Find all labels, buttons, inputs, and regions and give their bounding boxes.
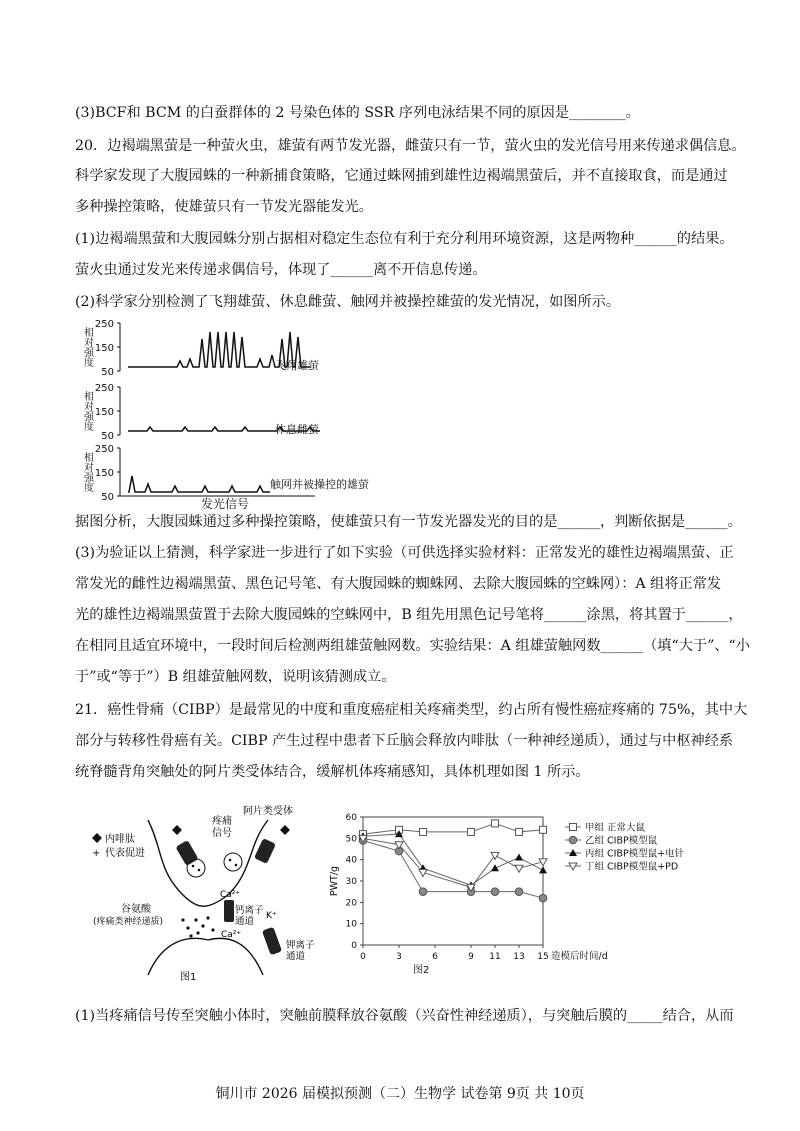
data-point — [539, 894, 547, 902]
glutamate-label: 谷氨酸 — [121, 904, 151, 915]
figure-2-chart — [325, 805, 715, 990]
text-line: 统脊髓背角突触处的阿片类受体结合，缓解机体疼痛感知，具体机理如图 1 所示。 — [75, 764, 590, 780]
text-line: 常发光的雌性边褐端黑萤、黑色记号笔、有大腹园蛛的蜘蛛网、去除大腹园蛛的空蛛网）：A 组将正常发 — [75, 576, 722, 592]
x-tick-label: 15 — [537, 952, 549, 962]
glow-y-label: 相对强度 — [81, 452, 93, 492]
text-line: (3)为验证以上猜测，科学家进一步进行了如下实验（可供选择实验材料：正常发光的雄性边褐端黑萤、正 — [75, 545, 734, 561]
y-tick-label: 50 — [345, 834, 357, 845]
y-tick-label: 60 — [345, 813, 357, 823]
data-point — [420, 828, 427, 835]
glow-tick-label: 150 — [94, 407, 114, 418]
figure-1-caption: 图1 — [180, 972, 197, 983]
glow-tick-label: 250 — [94, 319, 114, 330]
figure-1-synapse — [88, 800, 328, 1000]
glow-figure — [75, 315, 369, 511]
data-point — [419, 888, 427, 896]
svg-text:+: + — [92, 848, 101, 859]
glow-tick-label: 250 — [94, 444, 114, 455]
glow-tick-label: 50 — [101, 367, 114, 378]
legend-label: 丙组 CIBP模型鼠+电针 — [585, 848, 685, 860]
data-point — [515, 865, 523, 872]
opioid-receptor-label: 阿片类受体 — [243, 806, 293, 817]
chart-title: 图2 — [413, 965, 430, 976]
text-line: (1)边褐端黑萤和大腹园蛛分别占据相对稳定生态位有利于充分利用环境资源，这是两物种______的结果。 — [75, 231, 734, 247]
data-point — [515, 888, 523, 896]
text-line: 据图分析，大腹园蛛通过多种操控策略，使雄萤只有一节发光器发光的目的是______，判断依据是______。 — [75, 514, 742, 530]
glutamate-note: (疼痛类神经递质) — [93, 917, 164, 927]
glow-tick-label: 50 — [101, 492, 114, 503]
y-axis-label: PWT/g — [329, 865, 340, 897]
ca-label-lower: Ca²⁺ — [221, 930, 242, 940]
x-tick-label: 11 — [489, 952, 501, 962]
glow-y-label: 相对强度 — [81, 327, 93, 367]
text-line: (1)当疼痛信号传至突触小体时，突触前膜释放谷氨酸（兴奋性神经递质），与突触后膜的_____结合，从而 — [75, 1008, 734, 1024]
glow-tick-label: 250 — [94, 383, 114, 394]
legend-label: 甲组 正常大鼠 — [585, 822, 646, 834]
data-point — [468, 828, 475, 835]
text-line: 部分与转移性骨癌有关。CIBP 产生过程中患者下丘脑会释放内啡肽（一种神经递质），通过与中枢神经系 — [75, 733, 734, 749]
data-point — [491, 888, 499, 896]
x-tick-label: 6 — [432, 952, 438, 962]
y-tick-label: 20 — [345, 898, 357, 909]
text-line: 多种操控策略，使雄萤只有一节发光器能发光。 — [75, 199, 373, 215]
glow-tick-label: 150 — [94, 468, 114, 479]
text-line: (2)科学家分别检测了飞翔雄萤、休息雌萤、触网并被操控雄萤的发光情况，如图所示。 — [75, 294, 621, 310]
legend-promote: 代表促进 — [105, 848, 145, 859]
glow-panel-label: 触网并被操控的雄萤 — [270, 478, 369, 491]
data-point — [492, 820, 499, 827]
y-tick-label: 40 — [345, 855, 357, 866]
series-line — [363, 838, 543, 887]
data-point — [540, 826, 547, 833]
text-line: 科学家发现了大腹园蛛的一种新捕食策略，它通过蛛网捕到雄性边褐端黑萤后，并不直接取食，而是通过 — [75, 168, 728, 184]
glow-x-label: 发光信号 — [200, 497, 250, 511]
k-channel-label: 钾离子通道 — [286, 940, 315, 962]
pain-signal-label: 疼痛信号 — [212, 816, 232, 839]
text-line: 光的雄性边褐端黑萤置于去除大腹园蛛的空蛛网中，B 组先用黑色记号笔将______涂黑，将其置于______， — [75, 607, 743, 623]
text-line: (3)BCF和 BCM 的白蚕群体的 2 号染色体的 SSR 序列电泳结果不同的原因是________。 — [75, 105, 640, 121]
ca-label: Ca²⁺ — [220, 890, 241, 900]
legend-endorphin: 内啡肽 — [105, 834, 135, 845]
y-tick-label: 30 — [345, 877, 357, 887]
text-line: 在相同且适宜环境中，一段时间后检测两组雄萤触网数。实验结果：A 组雄萤触网数______（填“大于”、“小 — [75, 638, 750, 654]
x-axis-label: 造模后时间/d — [551, 951, 608, 962]
glow-tick-label: 50 — [101, 431, 114, 442]
page-footer: 铜川市 2026 届模拟预测（二）生物学 试卷第 9页 共 10页 — [215, 1086, 585, 1102]
x-tick-label: 0 — [360, 952, 366, 962]
x-tick-label: 13 — [513, 952, 525, 962]
chart-frame — [363, 817, 543, 945]
glow-tick-label: 150 — [94, 343, 114, 354]
x-tick-label: 3 — [396, 952, 402, 962]
data-point — [515, 854, 523, 861]
legend-label: 丁组 CIBP模型鼠+PD — [585, 861, 679, 873]
y-tick-label: 10 — [345, 919, 357, 930]
question-20: 20．边褐端黑萤是一种萤火虫，雄萤有两节发光器，雌萤只有一节，萤火虫的发光信号用来传递求偶信息。 — [75, 138, 746, 154]
k-label: K⁺ — [266, 911, 277, 921]
ca-channel-label: 钙离子通道 — [235, 905, 264, 927]
legend-label: 乙组 CIBP模型鼠 — [585, 835, 658, 847]
y-tick-label: 0 — [351, 941, 357, 951]
data-point — [516, 828, 523, 835]
data-point — [569, 836, 577, 844]
data-point — [539, 866, 547, 873]
text-line: 于”或“等于”）B 组雄萤触网数，说明该猜测成立。 — [75, 669, 396, 685]
data-point — [491, 864, 499, 871]
glow-panel-label: 飞翔雄萤 — [275, 359, 319, 372]
question-21: 21．癌性骨痛（CIBP）是最常见的中度和重度癌症相关疼痛类型，约占所有慢性癌症疼痛的 75%，其中大 — [75, 702, 748, 718]
glow-trace — [128, 476, 270, 492]
glow-panel-label: 休息雌萤 — [275, 423, 319, 436]
data-point — [570, 824, 577, 831]
x-tick-label: 9 — [468, 952, 474, 962]
text-line: 萤火虫通过发光来传递求偶信号，体现了______离不开信息传递。 — [75, 262, 487, 278]
glow-y-label: 相对强度 — [81, 391, 93, 431]
